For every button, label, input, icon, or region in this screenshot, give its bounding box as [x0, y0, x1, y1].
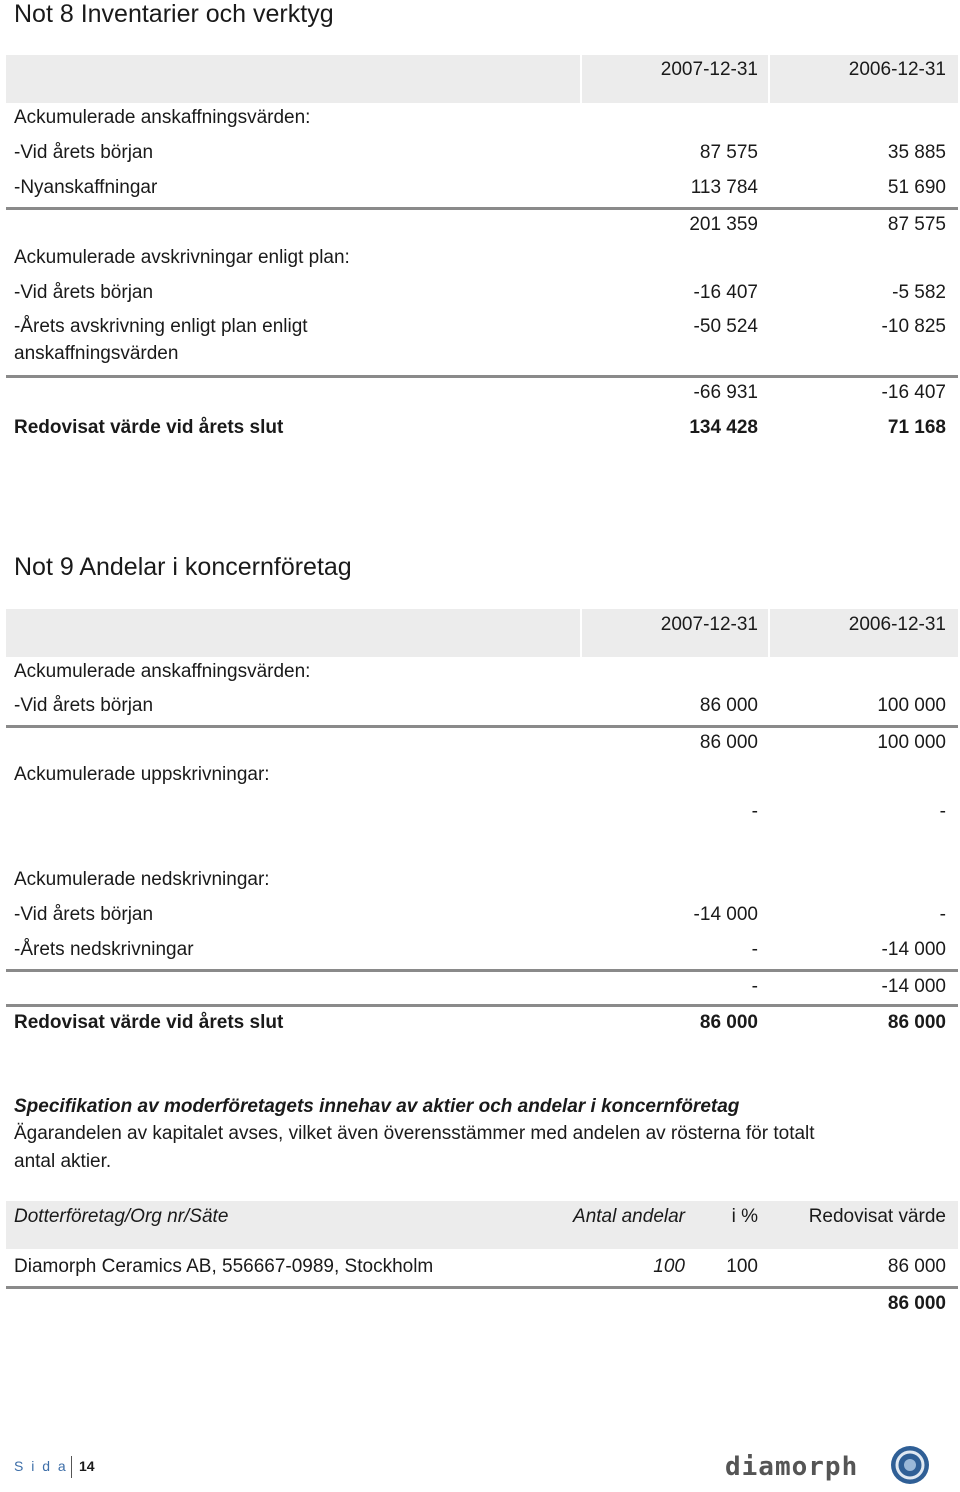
spec-row-shares: 100 [653, 1256, 685, 1277]
note9-subtotal-2007: - [751, 976, 758, 997]
note8-col2-header: 2006-12-31 [848, 59, 946, 80]
note9-col2-header: 2006-12-31 [848, 614, 946, 635]
note8-header-bar [6, 55, 958, 103]
note8-row-label: -Årets avskrivning enligt plan enligt [14, 316, 308, 337]
spec-heading: Specifikation av moderföretagets innehav av aktier och andelar i koncernföretag [14, 1096, 740, 1117]
note8-col1-header: 2007-12-31 [660, 59, 758, 80]
note8-row-label: Ackumulerade anskaffningsvärden: [14, 107, 311, 128]
spec-text-line2: antal aktier. [14, 1151, 112, 1172]
spec-row-pct: 100 [726, 1256, 758, 1277]
note8-row-label: -Vid årets början [14, 282, 154, 303]
note8-row-value-2007: 87 575 [699, 142, 758, 163]
note9-row-value-2006: - [939, 904, 946, 925]
note9-row-label: -Årets nedskrivningar [14, 939, 194, 960]
note8-subtotal-2007: 201 359 [689, 214, 758, 235]
note8-subtotal-2006: -16 407 [881, 382, 946, 403]
spec-header-pct: i % [731, 1206, 758, 1227]
note8-subtotal-2006: 87 575 [887, 214, 946, 235]
note8-row-value-2006: 51 690 [887, 177, 946, 198]
diamorph-logo [725, 1442, 931, 1490]
subtotal-rule [6, 725, 958, 728]
note9-total-2006: 86 000 [887, 1012, 946, 1033]
note9-header-bar [6, 609, 958, 657]
note9-row-label: Ackumulerade uppskrivningar: [14, 764, 270, 785]
footer-separator [71, 1456, 72, 1478]
note9-total-2007: 86 000 [699, 1012, 758, 1033]
total-rule [6, 1004, 958, 1007]
note9-row-value-2007: - [751, 801, 758, 822]
note8-row-value-2006: -5 582 [892, 282, 946, 303]
note9-total-label: Redovisat värde vid årets slut [14, 1012, 284, 1033]
note8-total-label: Redovisat värde vid årets slut [14, 417, 284, 438]
note9-col1-header: 2007-12-31 [660, 614, 758, 635]
spec-text-line1: Ägarandelen av kapitalet avses, vilket även överensstämmer med andelen av rösterna för totalt [14, 1123, 815, 1144]
footer-sida-label: S i d a [14, 1458, 68, 1474]
note9-row-label: Ackumulerade nedskrivningar: [14, 869, 270, 890]
note8-subtotal-2007: -66 931 [693, 382, 758, 403]
note8-row-value-2006: -10 825 [881, 316, 946, 337]
spec-header-name: Dotterföretag/Org nr/Säte [14, 1206, 229, 1227]
note8-row-label: -Vid årets början [14, 142, 154, 163]
note8-row-value-2007: 113 784 [690, 177, 758, 198]
note8-title: Not 8 Inventarier och verktyg [14, 0, 334, 28]
note9-row-label: -Vid årets början [14, 695, 154, 716]
subtotal-rule [6, 207, 958, 210]
spec-header-shares: Antal andelar [573, 1206, 685, 1227]
note9-row-value-2007: 86 000 [699, 695, 758, 716]
logo-wordmark: diamorph [725, 1452, 859, 1482]
note8-total-2007: 134 428 [689, 417, 758, 438]
note8-row-value-2006: 35 885 [887, 142, 946, 163]
note8-row-label-cont: anskaffningsvärden [14, 343, 179, 364]
note8-total-2006: 71 168 [887, 417, 946, 438]
note9-row-label: Ackumulerade anskaffningsvärden: [14, 661, 311, 682]
subtotal-rule [6, 375, 958, 378]
note9-subtotal-2006: -14 000 [881, 976, 946, 997]
note9-row-value-2007: - [751, 939, 758, 960]
note8-row-value-2007: -16 407 [693, 282, 758, 303]
note9-row-value-2006: - [939, 801, 946, 822]
note9-subtotal-2006: 100 000 [877, 732, 946, 753]
spec-row-name: Diamorph Ceramics AB, 556667-0989, Stockholm [14, 1256, 434, 1277]
spec-total-value: 86 000 [887, 1293, 946, 1314]
note9-row-value-2006: -14 000 [881, 939, 946, 960]
note9-row-value-2007: -14 000 [693, 904, 758, 925]
note8-row-label: -Nyanskaffningar [14, 177, 158, 198]
note9-subtotal-2007: 86 000 [699, 732, 758, 753]
logo-emblem-icon [889, 1444, 931, 1486]
spec-row-value: 86 000 [887, 1256, 946, 1277]
spec-total-rule [6, 1286, 958, 1289]
footer-page-number: 14 [79, 1458, 95, 1474]
note8-row-label: Ackumulerade avskrivningar enligt plan: [14, 247, 350, 268]
note9-row-value-2006: 100 000 [877, 695, 946, 716]
note9-title: Not 9 Andelar i koncernföretag [14, 553, 352, 581]
note9-row-label: -Vid årets början [14, 904, 154, 925]
subtotal-rule [6, 969, 958, 972]
note8-row-value-2007: -50 524 [693, 316, 758, 337]
spec-header-value: Redovisat värde [808, 1206, 946, 1227]
